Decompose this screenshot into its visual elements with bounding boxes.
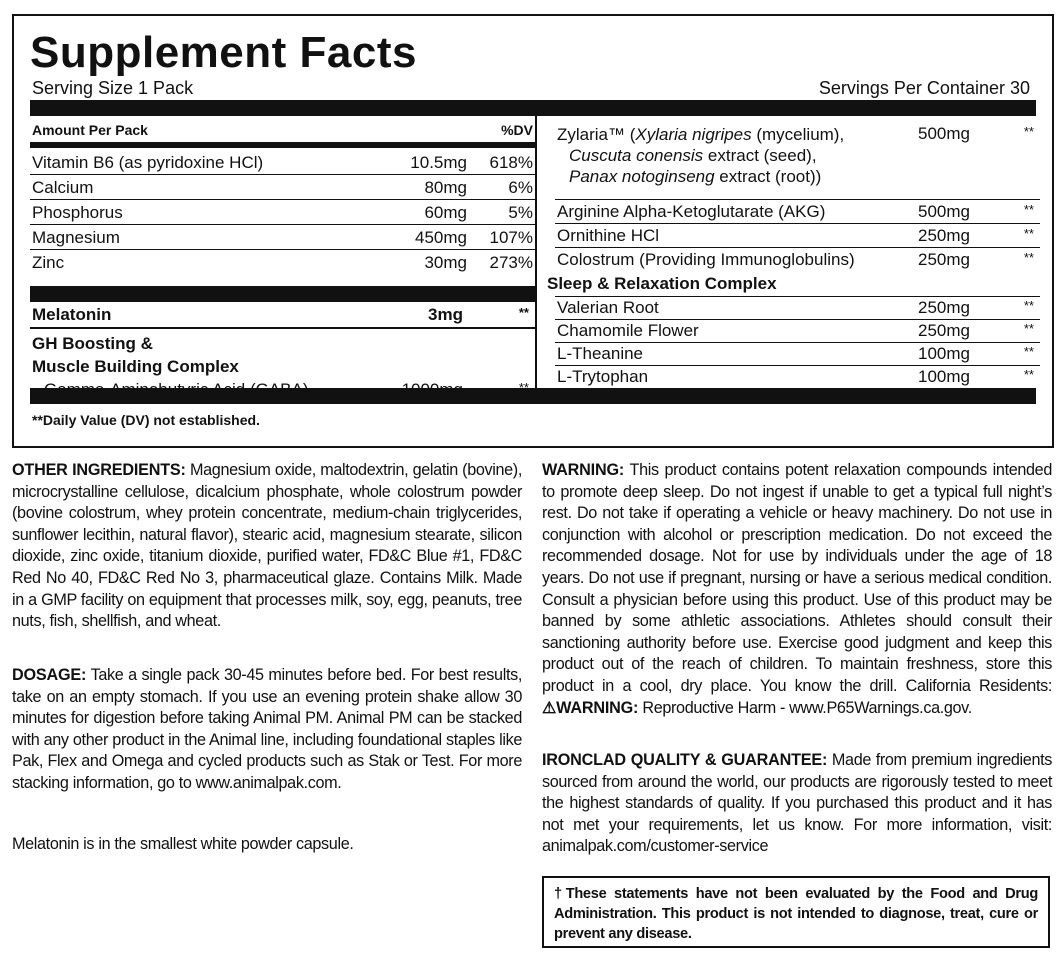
supplement-facts-panel [12, 14, 1054, 448]
nutrient-dv: 6% [508, 178, 533, 197]
ingredient-name: Ornithine HCl [557, 226, 660, 245]
nutrient-dv: 107% [489, 228, 533, 247]
prop65-text: Reproductive Harm - www.P65Warnings.ca.gov. [638, 698, 972, 717]
nutrient-row [30, 150, 535, 175]
melatonin-name: Melatonin [32, 305, 112, 324]
zylaria-latin: Xylaria nigripes [635, 125, 752, 144]
ingredient-dv: ** [1023, 202, 1034, 217]
sleep-complex-heading: Sleep & Relaxation Complex [547, 274, 777, 293]
gh-complex-heading: GH Boosting & [32, 334, 153, 353]
nutrient-dv: 618% [489, 153, 533, 172]
ingredient-amount: 250mg [918, 226, 970, 245]
nutrient-row [30, 250, 535, 275]
row-divider [555, 199, 1040, 200]
nutrient-dv: 5% [508, 203, 533, 222]
thick-divider-top [30, 100, 1036, 116]
cuscuta-latin: Cuscuta conensis [569, 146, 704, 165]
ingredient-amount: 250mg [918, 298, 970, 317]
melatonin-divider [30, 327, 535, 329]
ingredient-name: Colostrum (Providing Immunoglobulins) [557, 250, 855, 269]
zylaria-text: Zylaria™ ( [557, 125, 636, 144]
ingredient-dv: ** [1023, 344, 1034, 359]
ingredient-dv: ** [1023, 321, 1034, 336]
ingredient-name: Arginine Alpha-Ketoglutarate (AKG) [557, 202, 826, 221]
melatonin-dv: ** [518, 305, 529, 320]
nutrient-row [30, 225, 535, 250]
ingredient-dv: ** [1023, 367, 1034, 382]
servings-per-container: Servings Per Container 30 [818, 78, 1030, 98]
nutrient-amount: 450mg [415, 228, 467, 247]
ingredient-name: Valerian Root [557, 298, 659, 317]
row-divider [555, 342, 1040, 343]
prop65-label: WARNING: [556, 698, 639, 717]
ingredient-amount: 250mg [918, 250, 970, 269]
amount-per-pack-header: Amount Per Pack [32, 122, 148, 138]
row-divider [555, 319, 1040, 320]
nutrient-amount: 80mg [424, 178, 467, 197]
nutrient-amount: 30mg [424, 253, 467, 272]
thick-divider-bottom [30, 388, 1036, 404]
zylaria-amount: 500mg [918, 124, 970, 143]
dv-footnote: **Daily Value (DV) not established. [32, 412, 260, 428]
zylaria-dv: ** [1023, 124, 1034, 139]
facts-left-column [30, 116, 535, 388]
ingredient-amount: 100mg [918, 367, 970, 386]
cuscuta-text: extract (seed), [703, 146, 817, 165]
dosage-text: Take a single pack 30-45 minutes before bed. For best results, take on an empty stomach. If you use an evening protein shake allow 30 minutes for digestion before taking Animal PM. Animal PM can be stacked with any other product in the Animal line, including foundational staples like Pak, Flex and Omega and cycled products such as Stak or Test. For more stacking information, go to www.animalpak.com. [12, 666, 522, 792]
other-ingredients [12, 460, 522, 633]
ingredient-name: Chamomile Flower [557, 321, 699, 340]
ingredient-amount: 500mg [918, 202, 970, 221]
warning-section [542, 460, 1052, 719]
dosage-section [12, 665, 522, 795]
serving-size: Serving Size 1 Pack [32, 78, 194, 98]
row-divider [555, 365, 1040, 366]
row-divider [555, 223, 1040, 224]
nutrient-row [30, 200, 535, 225]
nutrient-name: Calcium [32, 178, 94, 197]
panax-latin: Panax notoginseng [569, 167, 715, 186]
warning-triangle-icon: ⚠ [542, 698, 557, 717]
nutrient-name: Vitamin B6 (as pyridoxine HCl) [32, 153, 264, 172]
warning-label: WARNING: [542, 461, 625, 479]
melatonin-note: Melatonin is in the smallest white powder capsule. [12, 835, 354, 853]
ironclad-text: Made from premium ingredients sourced from around the world, our products are rigorously tested to meet the highest standards of quality. If you purchased this product and it has not met your requirements, let us know. For more information, visit: animalpak.com/customer-service [542, 751, 1052, 856]
header-divider [30, 142, 535, 148]
ingredient-dv: ** [1023, 226, 1034, 241]
ingredient-name: L-Trytophan [557, 367, 649, 386]
nutrient-divider [30, 286, 535, 302]
panax-text: extract (root)) [714, 167, 822, 186]
nutrient-amount: 10.5mg [410, 153, 467, 172]
facts-right-column [537, 116, 1040, 388]
ironclad-label: IRONCLAD QUALITY & GUARANTEE: [542, 751, 828, 769]
gh-complex-heading-line2: Muscle Building Complex [32, 357, 239, 376]
dv-header: %DV [501, 122, 533, 138]
row-divider [555, 296, 1040, 297]
facts-title: Supplement Facts [30, 28, 417, 77]
other-ingredients-label: OTHER INGREDIENTS: [12, 461, 186, 479]
melatonin-row [30, 304, 535, 326]
ironclad-guarantee [542, 750, 1052, 858]
fda-disclaimer: †These statements have not been evaluated by the Food and Drug Administration. This product is not intended to diagnose, treat, cure or prevent any disease. [542, 876, 1050, 948]
ingredient-dv: ** [1023, 298, 1034, 313]
nutrient-dv: 273% [489, 253, 533, 272]
nutrient-amount: 60mg [424, 203, 467, 222]
nutrient-name: Zinc [32, 253, 65, 272]
ingredient-amount: 100mg [918, 344, 970, 363]
dosage-label: DOSAGE: [12, 666, 87, 684]
row-divider [555, 247, 1040, 248]
ingredient-dv: ** [1023, 250, 1034, 265]
ingredient-name: L-Theanine [557, 344, 644, 363]
zylaria-text: (mycelium), [751, 125, 845, 144]
nutrient-name: Phosphorus [32, 203, 123, 222]
zylaria-ingredient [557, 124, 907, 187]
nutrient-row [30, 175, 535, 200]
other-ingredients-text: Magnesium oxide, maltodextrin, gelatin (bovine), microcrystalline cellulose, dicalcium phosphate, whole colostrum powder (bovine colostrum, whey protein concentrate, medium-chain triglycerides, sunflower lecithin, natural flavor), stearic acid, magnesium stearate, silicon dioxide, zinc oxide, titanium dioxide, purified water, FD&C Blue #1, FD&C Red No 40, FD&C Red No 3, pharmaceutical glaze. Contains Milk. Made in a GMP facility on equipment that processes milk, soy, egg, peanuts, tree nuts, fish, shellfish, and wheat. [12, 461, 522, 631]
warning-text: This product contains potent relaxation compounds intended to promote deep sleep. Do not ingest if unable to get a typical full night’s rest. Do not take if operating a vehicle or heavy machinery. Do not use in conjunction with alcohol or prescription medication. Do not exceed the recommended dosage. Not for use by individuals under the age of 18 years. Do not use if pregnant, nursing or have a serious medical condition. Consult a physician before using this product. Use of this product may be banned by some athletic associations. Athletes should consult their sanctioning authority before use. Exercise good judgment and keep this product out of the reach of children. To maintain freshness, store this product in a cool, dry place. You know the drill. California Residents: [542, 461, 1052, 695]
ingredient-amount: 250mg [918, 321, 970, 340]
nutrient-name: Magnesium [32, 228, 120, 247]
melatonin-amount: 3mg [428, 305, 463, 324]
